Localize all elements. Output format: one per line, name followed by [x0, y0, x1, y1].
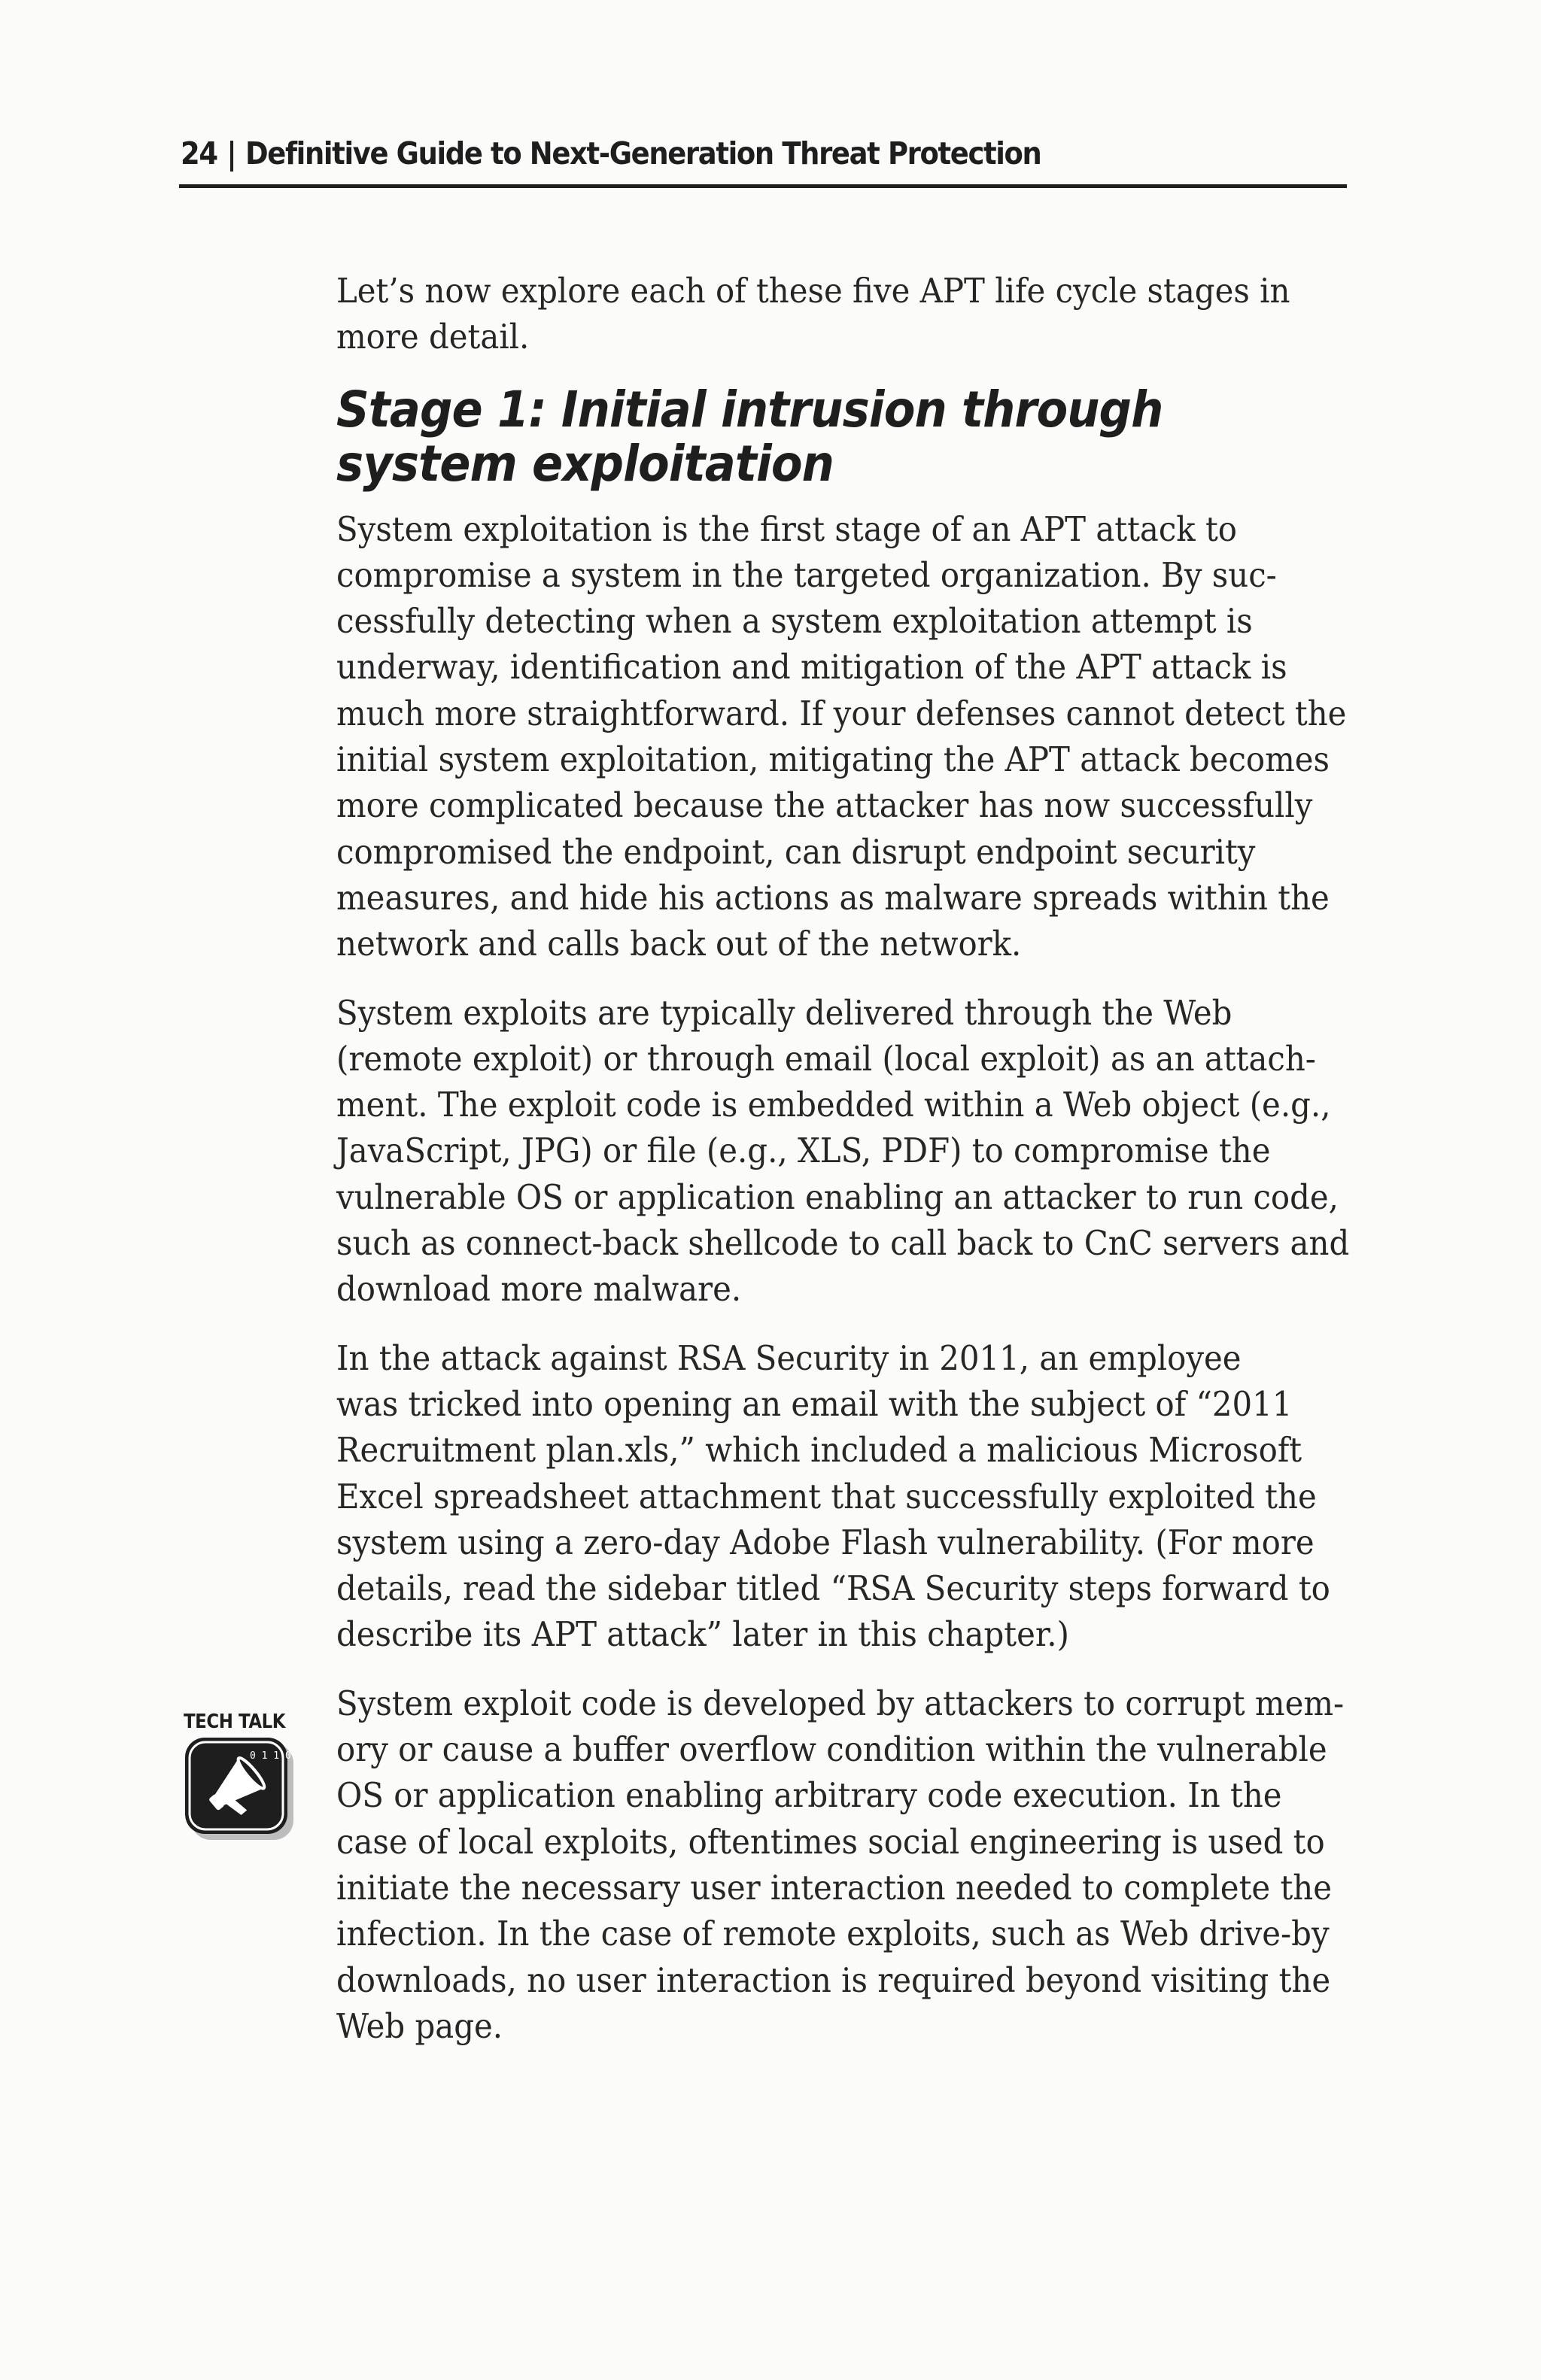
- intro-paragraph: [336, 268, 1349, 360]
- text-line: compromise a system in the targeted organization. By suc-: [336, 554, 1277, 595]
- text-line: system using a zero-day Adobe Flash vulnerability. (For more: [336, 1522, 1315, 1562]
- text-line: initiate the necessary user interaction needed to complete the: [336, 1867, 1332, 1908]
- text-line: case of local exploits, oftentimes social engineering is used to: [336, 1821, 1325, 1862]
- text-line: describe its APT attack” later in this chapter.): [336, 1614, 1069, 1655]
- text-line: downloads, no user interaction is required beyond visiting the: [336, 1960, 1331, 2000]
- text-line: much more straightforward. If your defenses cannot detect the: [336, 693, 1347, 733]
- text-line: OS or application enabling arbitrary code execution. In the: [336, 1775, 1282, 1816]
- text-line: (remote exploit) or through email (local exploit) as an attach-: [336, 1038, 1316, 1079]
- tech-talk-marker: [184, 1711, 296, 1847]
- page-body: [336, 268, 1349, 2072]
- text-line: such as connect-back shellcode to call back to CnC servers and: [336, 1223, 1350, 1264]
- text-line: System exploits are typically delivered through the Web: [336, 992, 1232, 1033]
- text-line: System exploit code is developed by attackers to corrupt mem-: [336, 1683, 1345, 1723]
- text-line: more detail.: [336, 317, 530, 357]
- page-number: 24: [181, 135, 217, 172]
- running-header: [179, 132, 1347, 188]
- header-separator: |: [226, 135, 236, 172]
- text-line: ment. The exploit code is embedded within a Web object (e.g.,: [336, 1085, 1331, 1125]
- book-title: Definitive Guide to Next-Generation Threat Protection: [245, 135, 1041, 172]
- text-line: cessfully detecting when a system exploitation attempt is: [336, 601, 1253, 642]
- text-line: Web page.: [336, 2005, 503, 2046]
- section-heading: [336, 380, 1349, 493]
- body-paragraph-3: [336, 1335, 1349, 1658]
- text-line: initial system exploitation, mitigating the APT attack becomes: [336, 739, 1330, 780]
- text-line: System exploitation is the first stage of an APT attack to: [336, 508, 1237, 549]
- megaphone-icon: [184, 1736, 296, 1847]
- text-line: details, read the sidebar titled “RSA Security steps forward to: [336, 1568, 1330, 1609]
- text-line: Excel spreadsheet attachment that successfully exploited the: [336, 1476, 1317, 1516]
- text-line: underway, identification and mitigation of the APT attack is: [336, 647, 1287, 688]
- tech-talk-label: TECH TALK: [184, 1711, 286, 1733]
- text-line: In the attack against RSA Security in 2011, an employee: [336, 1337, 1242, 1378]
- text-line: Let’s now explore each of these five APT life cycle stages in: [336, 271, 1290, 311]
- text-line: measures, and hide his actions as malware spreads within the: [336, 877, 1330, 918]
- text-line: download more malware.: [336, 1269, 742, 1310]
- body-paragraph-2: [336, 990, 1349, 1313]
- text-line: Recruitment plan.xls,” which included a malicious Microsoft: [336, 1430, 1302, 1471]
- text-line: vulnerable OS or application enabling an attacker to run code,: [336, 1176, 1339, 1217]
- text-line: JavaScript, JPG) or file (e.g., XLS, PDF) to compromise the: [336, 1131, 1271, 1171]
- body-paragraph-4: [336, 1680, 1349, 2049]
- running-header-text: [181, 135, 1041, 172]
- text-line: was tricked into opening an email with the subject of “2011: [336, 1383, 1293, 1424]
- icon-digit: 0 1 1 0: [250, 1750, 291, 1762]
- text-line: ory or cause a buffer overflow condition within the vulnerable: [336, 1729, 1327, 1770]
- text-line: compromised the endpoint, can disrupt endpoint security: [336, 831, 1256, 872]
- heading-line: system exploitation: [336, 434, 834, 493]
- heading-line: Stage 1: Initial intrusion through: [336, 380, 1163, 439]
- text-line: infection. In the case of remote exploits, such as Web drive-by: [336, 1914, 1330, 1954]
- body-paragraph-1: [336, 506, 1349, 967]
- text-line: network and calls back out of the network.: [336, 924, 1022, 964]
- text-line: more complicated because the attacker has now successfully: [336, 785, 1313, 826]
